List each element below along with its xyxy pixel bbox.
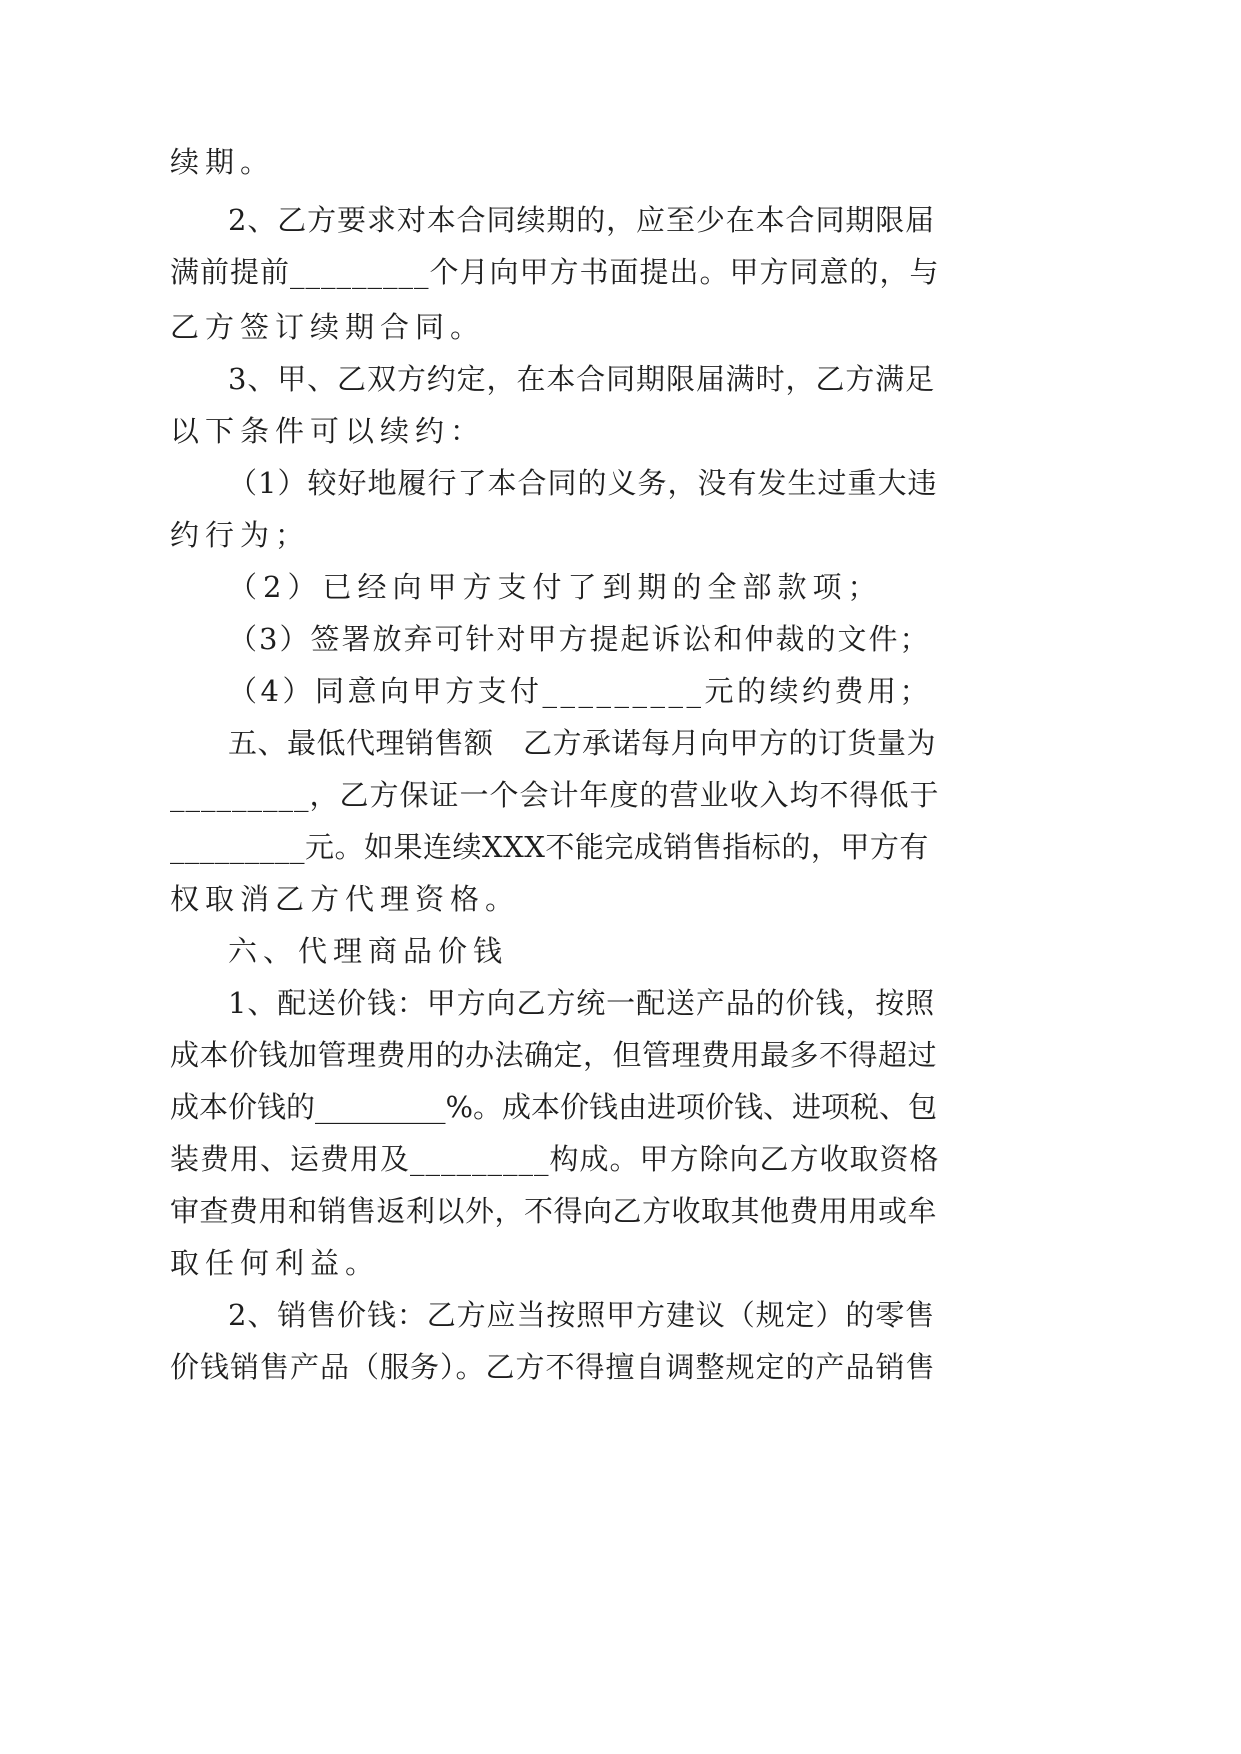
text-line: 审查费用和销售返利以外，不得向乙方收取其他费用用或牟 [170,1194,938,1228]
text-line: （1）较好地履行了本合同的义务，没有发生过重大违 [228,466,938,500]
text-line: 六、代理商品价钱 [228,934,509,968]
text-line: （4）同意向甲方支付_________元的续约费用； [228,674,932,708]
text-line: 五、最低代理销售额 乙方承诺每月向甲方的订货量为 [228,726,937,760]
text-line: 续期。 [170,145,276,179]
text-line: （2）已经向甲方支付了到期的全部款项； [228,570,883,604]
text-line: _________，乙方保证一个会计年度的营业收入均不得低于 [170,778,940,812]
text-line: 约行为； [170,518,311,552]
text-line: 2、乙方要求对本合同续期的，应至少在本合同期限届 [228,203,936,237]
text-line: 满前提前_________个月向甲方书面提出。甲方同意的，与 [170,255,940,289]
text-line: 权取消乙方代理资格。 [170,882,521,916]
text-line: 取任何利益。 [170,1246,381,1280]
text-line: 价钱销售产品（服务）。乙方不得擅自调整规定的产品销售 [170,1350,936,1384]
text-line: 3、甲、乙双方约定，在本合同期限届满时，乙方满足 [228,362,936,396]
text-line: 成本价钱加管理费用的办法确定，但管理费用最多不得超过 [170,1038,938,1072]
text-line: 以下条件可以续约： [170,414,486,448]
text-line: _________元。如果连续XXX不能完成销售指标的，甲方有 [170,830,929,864]
text-line: 成本价钱的_________%。成本价钱由进项价钱、进项税、包 [170,1090,938,1124]
text-line: 1、配送价钱：甲方向乙方统一配送产品的价钱，按照 [228,986,936,1020]
text-line: 装费用、运费用及_________构成。甲方除向乙方收取资格 [170,1142,940,1176]
text-line: 2、销售价钱：乙方应当按照甲方建议（规定）的零售 [228,1298,936,1332]
text-line: 乙方签订续期合同。 [170,310,486,344]
text-line: （3）签署放弃可针对甲方提起诉讼和仲裁的文件； [228,622,931,656]
